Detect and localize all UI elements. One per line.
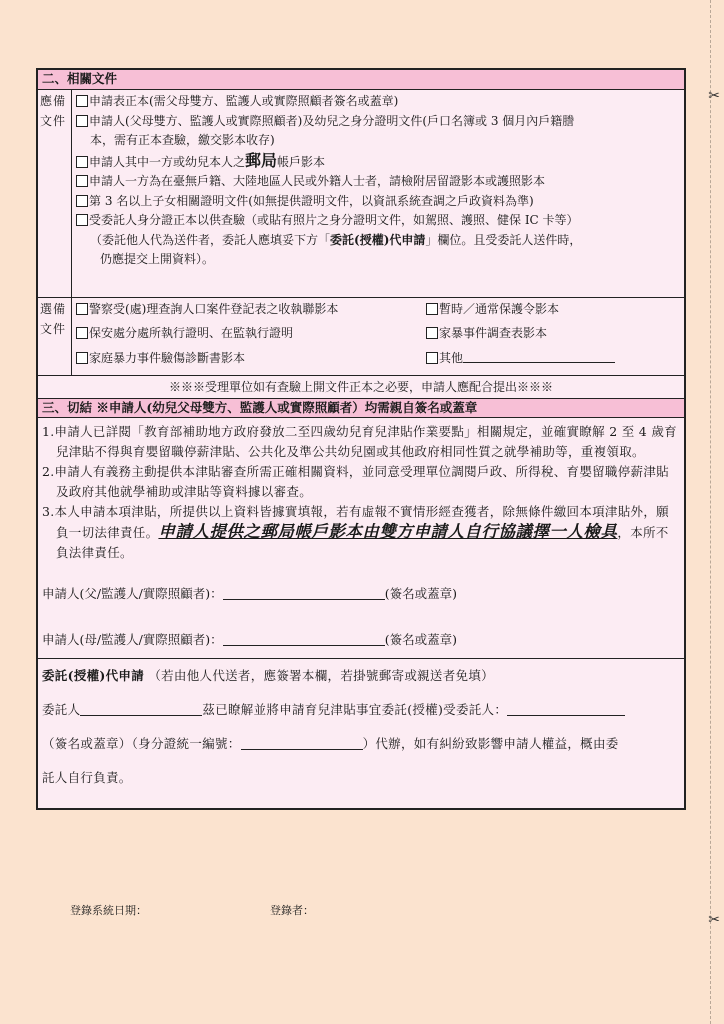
signature-mother-row: 申請人(母/監護人/實際照顧者)： (簽名或蓋章) [42, 632, 457, 647]
id-number-line[interactable] [241, 736, 363, 750]
checkbox[interactable] [76, 214, 88, 226]
cut-line [710, 0, 711, 1024]
checkbox[interactable] [426, 327, 438, 339]
required-docs-label: 應備 文件 [38, 90, 72, 297]
delegation-line-3: 託人自行負責。 [42, 770, 132, 785]
checkbox[interactable] [76, 327, 88, 339]
checkbox[interactable] [426, 303, 438, 315]
delegation-line-1: 委託人 茲已瞭解並將申請育兒津貼事宜委託(授權)受委託人： [42, 693, 680, 727]
optional-docs-row [38, 298, 684, 376]
signature-father-line[interactable] [223, 586, 385, 600]
term-2: 2.申請人有義務主動提供本津貼審查所需正確相關資料，並同意受理單位調閱戶政、所得稅、育嬰留職停薪津貼及政府其他就學補助或津貼等資料據以審查。 [42, 464, 669, 499]
required-item: 申請人(父母雙方、監護人或實際照顧者)及幼兒之身分證明文件(戶口名簿或 3 個月內戶籍謄 [76, 112, 680, 132]
delegation-line-2: （簽名或蓋章）（身分證統一編號： ）代辦，如有糾紛致影響申請人權益，概由委 [42, 736, 619, 751]
optional-item-other: 其他 [426, 349, 680, 373]
signature-mother-line[interactable] [223, 632, 385, 646]
required-docs-list [72, 90, 684, 297]
scissors-icon: ✂ [708, 912, 720, 928]
required-docs-row [38, 90, 684, 298]
signature-father-row: 申請人(父/監護人/實際照顧者)： (簽名或蓋章) [42, 586, 457, 601]
checkbox[interactable] [76, 303, 88, 315]
checkbox[interactable] [76, 175, 88, 187]
term-3: 3.本人申請本項津貼，所提供以上資料皆據實填報，若有虛報不實情形經查獲者，除無條件繳回本項津貼外，願負一切法律責任。申請人提供之郵局帳戶影本由雙方申請人自行協議擇一人檢具，本所不負法律責任。 [42, 504, 669, 560]
optional-item: 家庭暴力事件驗傷診斷書影本 [76, 349, 426, 373]
checkbox[interactable] [76, 352, 88, 364]
delegation-section [38, 658, 684, 801]
required-item: 申請人一方為在臺無戶籍、大陸地區人民或外籍人士者，請檢附居留證影本或護照影本 [76, 172, 680, 192]
required-item-note: （委託他人代為送件者，委託人應填妥下方「委託(授權)代申請」欄位。且受委託人送件時， [90, 232, 582, 247]
required-item: 受委託人身分證正本以供查驗（或貼有照片之身分證明文件，如駕照、護照、健保 IC 卡等） [76, 211, 680, 231]
required-item: 申請表正本(需父母雙方、監護人或實際照顧者簽名或蓋章) [76, 92, 680, 112]
checkbox[interactable] [76, 156, 88, 168]
scissors-icon: ✂ [708, 88, 720, 104]
checkbox[interactable] [426, 352, 438, 364]
required-item: 第 3 名以上子女相關證明文件(如無提供證明文件，以資訊系統查調之戶政資料為準) [76, 192, 680, 212]
checkbox[interactable] [76, 195, 88, 207]
optional-docs-list [72, 298, 684, 375]
footer-date-label: 登錄系統日期： [70, 904, 147, 917]
checkbox[interactable] [76, 115, 88, 127]
delegator-name-line[interactable] [80, 702, 202, 716]
required-item-continued: 本，需有正本查驗，繳交影本收存) [90, 133, 275, 147]
optional-item: 家暴事件調查表影本 [426, 324, 680, 348]
required-item-note: 仍應提交上開資料）。 [100, 252, 215, 266]
delegate-name-line[interactable] [507, 702, 625, 716]
optional-docs-label: 選備 文件 [38, 298, 72, 375]
delegation-title-row: 委託(授權)代申請 （若由他人代送者，應簽署本欄，若掛號郵寄或親送者免填） [42, 668, 494, 683]
required-item: 申請人其中一方或幼兒本人之郵局帳戶影本 [76, 151, 680, 173]
section-title-documents: 二、相關文件 [38, 70, 684, 90]
other-input-line[interactable] [463, 351, 615, 363]
section-title-affidavit: 三、切結 ※申請人(幼兒父母雙方、監護人或實際照顧者）均需親自簽名或蓋章 [38, 399, 684, 418]
footer-recorder-label: 登錄者： [270, 904, 314, 917]
optional-item: 保安處分處所執行證明、在監執行證明 [76, 324, 426, 348]
affidavit-terms [38, 418, 684, 563]
optional-item: 警察受(處)理查詢人口案件登記表之收執聯影本 [76, 300, 426, 324]
term-1: 1.申請人已詳閱「教育部補助地方政府發放二至四歲幼兒育兒津貼作業要點」相關規定，並確實瞭解 2 至 4 歲育兒津貼不得與育嬰留職停薪津貼、公共化及準公共幼兒園或其他政府相同性質之就學補助等，重複領取。 [42, 424, 677, 459]
notice-text: ※※※受理單位如有查驗上開文件正本之必要，申請人應配合提出※※※ [38, 376, 684, 399]
application-form [36, 68, 686, 810]
checkbox[interactable] [76, 95, 88, 107]
optional-item: 暫時／通常保護令影本 [426, 300, 680, 324]
